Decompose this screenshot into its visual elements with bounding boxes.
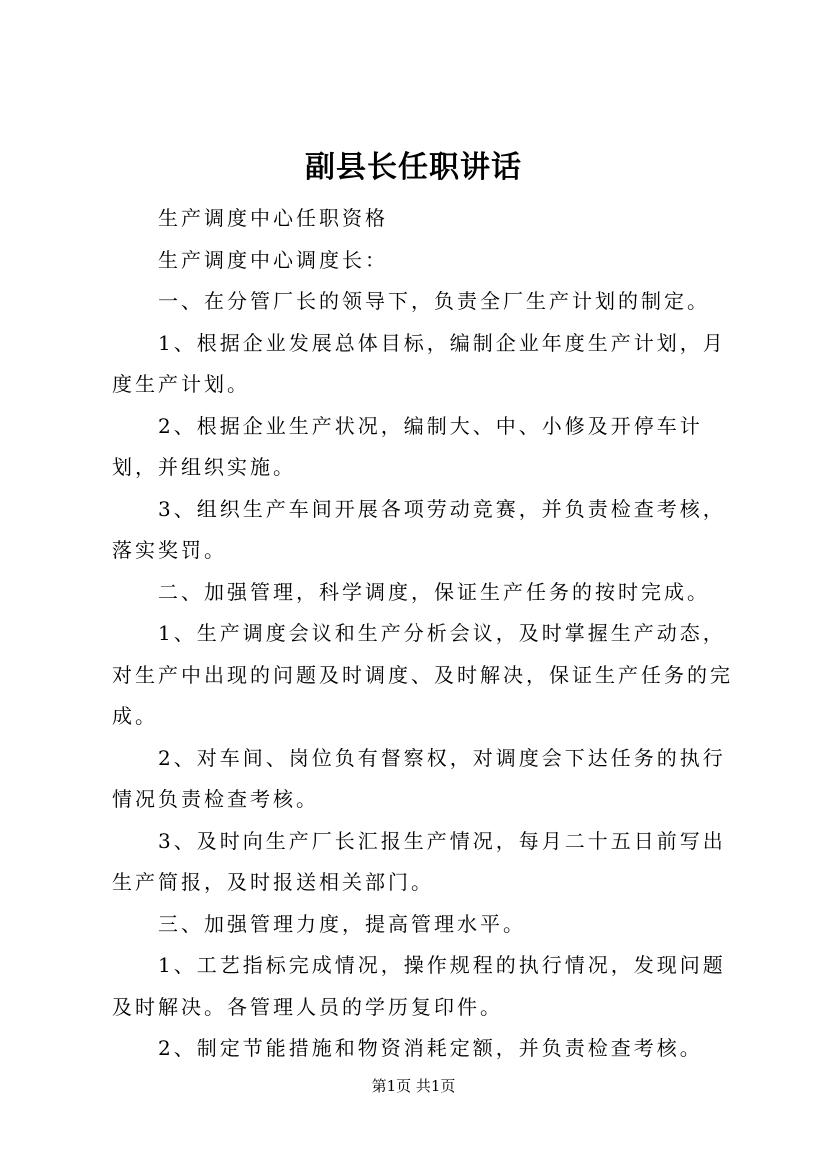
paragraph-section-3-item-1: 1、工艺指标完成情况，操作规程的执行情况，发现问题及时解决。各管理人员的学历复印件。: [112, 953, 726, 1019]
paragraph-section-2: 二、加强管理，科学调度，保证生产任务的按时完成。: [158, 579, 710, 604]
paragraph-dispatcher-heading: 生产调度中心调度长：: [158, 247, 388, 272]
document-body: [112, 198, 742, 1070]
paragraph-qualification-heading: 生产调度中心任职资格: [158, 206, 388, 230]
paragraph-section-1-item-3: 3、组织生产车间开展各项劳动竞赛，并负责检查考核，落实奖罚。: [112, 496, 726, 562]
paragraph-section-2-item-1: 1、生产调度会议和生产分析会议，及时掌握生产动态，对生产中出现的问题及时调度、及时解决，保证生产任务的完成。: [112, 621, 733, 728]
paragraph-section-3-item-2: 2、制定节能措施和物资消耗定额，并负责检查考核。: [158, 1036, 703, 1060]
paragraph-section-1-item-1: 1、根据企业发展总体目标，编制企业年度生产计划，月度生产计划。: [112, 330, 726, 396]
paragraph-section-2-item-3: 3、及时向生产厂长汇报生产情况，每月二十五日前写出生产简报，及时报送相关部门。: [112, 828, 726, 894]
paragraph-section-1: 一、在分管厂长的领导下，负责全厂生产计划的制定。: [158, 289, 710, 313]
page-footer: 第1页 共1页: [371, 1077, 456, 1095]
paragraph-section-1-item-2: 2、根据企业生产状况，编制大、中、小修及开停车计划，并组织实施。: [112, 413, 703, 479]
document-title: 副县长任职讲话: [305, 150, 522, 185]
paragraph-section-2-item-2: 2、对车间、岗位负有督察权，对调度会下达任务的执行情况负责检查考核。: [112, 745, 726, 811]
paragraph-section-3: 三、加强管理力度，提高管理水平。: [158, 911, 526, 936]
